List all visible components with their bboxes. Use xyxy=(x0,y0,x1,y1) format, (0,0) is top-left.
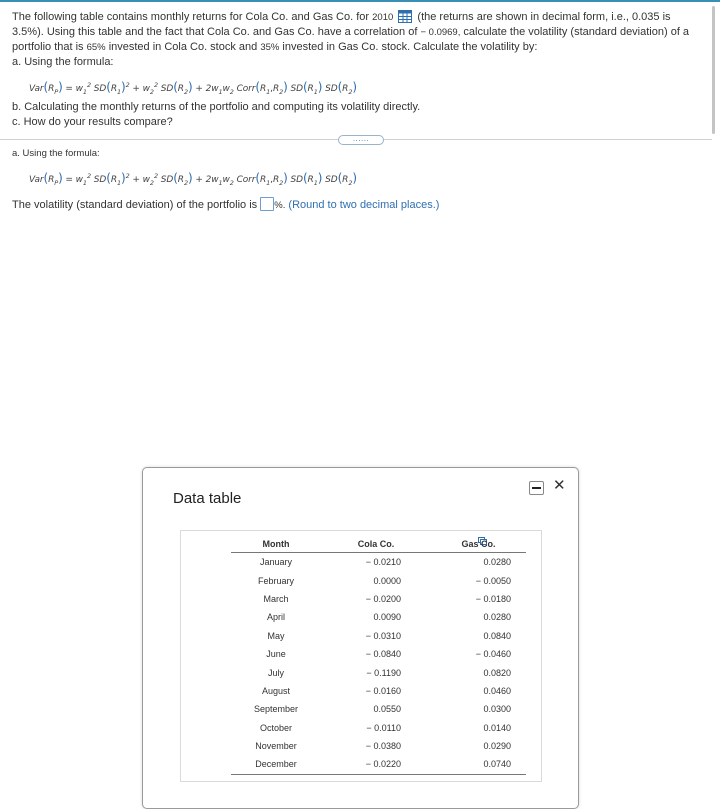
percent-unit: %. xyxy=(274,199,286,211)
table-header-row xyxy=(231,536,526,553)
cell-month: August xyxy=(261,685,291,696)
scrollbar[interactable] xyxy=(712,6,715,134)
part-c-label: c. How do your results compare? xyxy=(12,115,173,128)
answer-section xyxy=(12,148,704,211)
top-accent-bar xyxy=(0,0,720,2)
data-table-frame xyxy=(180,530,542,782)
cell-gas-return: − 0.0180 xyxy=(475,593,511,604)
column-header-cola: Cola Co. xyxy=(321,536,431,553)
returns-table xyxy=(231,536,526,775)
question-text xyxy=(12,10,704,130)
cell-gas-return: 0.0280 xyxy=(483,557,511,568)
cell-cola-return: − 0.0840 xyxy=(365,649,401,660)
table-grid-icon[interactable] xyxy=(398,10,412,23)
table-row xyxy=(231,682,526,700)
cell-month: January xyxy=(259,557,293,568)
cell-cola-return: 0.0000 xyxy=(373,575,401,586)
cell-cola-return: 0.0090 xyxy=(373,612,401,623)
table-row xyxy=(231,737,526,755)
cell-cola-return: − 0.1190 xyxy=(366,667,401,678)
table-row xyxy=(231,755,526,774)
cell-month: December xyxy=(231,755,321,774)
cell-month: May xyxy=(267,630,285,641)
cell-gas-return: 0.0280 xyxy=(483,612,511,623)
cell-month: March xyxy=(263,593,289,604)
answer-prompt: The volatility (standard deviation) of the portfolio is xyxy=(12,198,258,211)
intro-text-4: invested in Cola Co. stock and xyxy=(108,41,258,53)
part-b-label: b. Calculating the monthly returns of the portfolio and computing its volatility directly. xyxy=(12,100,421,113)
intro-text: The following table contains monthly returns for Cola Co. and Gas Co. for xyxy=(12,11,370,23)
table-row xyxy=(231,553,526,572)
table-row xyxy=(231,645,526,663)
table-row xyxy=(231,719,526,737)
cell-cola-return: − 0.0310 xyxy=(365,630,401,641)
cell-month: June xyxy=(266,649,286,660)
answer-formula: $Var(R_P) = w_1^2$ $SD(R_1)^2 + w_2^2$ $SD(R_2) + 2w_1w_2$ $Corr(R_1,R_2)$ $SD(R_1)$ $SD(R_2)$ xyxy=(29,171,357,187)
table-row xyxy=(231,627,526,645)
weight-cola-value: 65% xyxy=(86,42,106,53)
cell-gas-return: 0.0140 xyxy=(483,722,511,733)
portfolio-variance-formula: $Var(R_P) = w_1^2$ $SD(R_1)^2 + w_2^2$ $SD(R_2) + 2w_1w_2$ $Corr(R_1,R_2)$ $SD(R_1)$ $SD(R_2)$ xyxy=(29,80,357,96)
table-row xyxy=(231,608,526,626)
cell-gas-return: 0.0820 xyxy=(483,667,511,678)
table-row xyxy=(231,571,526,589)
table-row xyxy=(231,590,526,608)
expand-button[interactable]: ...... xyxy=(338,135,384,145)
cell-month: April xyxy=(266,612,285,623)
table-row xyxy=(231,663,526,681)
cell-gas-return: − 0.0050 xyxy=(475,575,511,586)
weight-gas-value: 35% xyxy=(260,42,280,53)
cell-cola-return: − 0.0200 xyxy=(365,593,401,604)
intro-text-3: calculate the volatility (standard deviation) of a portfolio that is xyxy=(12,26,690,53)
year-value: 2010 xyxy=(372,12,394,23)
intro-text-2: (the returns are shown in decimal form, i.e., 0.035 is 3.5%). Using this table and the fact that Cola Co. and Gas Co. have a correlation of xyxy=(12,11,671,38)
dialog-title: Data table xyxy=(173,490,242,507)
minimize-icon[interactable] xyxy=(529,481,544,495)
correlation-value: − 0.0969, xyxy=(420,27,461,38)
table-body xyxy=(231,553,526,775)
part-a-label: a. Using the formula: xyxy=(12,56,114,68)
cell-cola-return: 0.0550 xyxy=(373,704,401,715)
close-icon[interactable]: ✕ xyxy=(553,477,566,494)
rounding-hint: (Round to two decimal places.) xyxy=(288,198,440,211)
cell-gas-return: 0.0290 xyxy=(483,741,511,752)
cell-month: July xyxy=(267,667,284,678)
cell-cola-return: − 0.0110 xyxy=(366,722,401,733)
cell-month: October xyxy=(259,722,292,733)
cell-gas-return: − 0.0460 xyxy=(475,649,511,660)
cell-cola-return: − 0.0220 xyxy=(321,755,431,774)
cell-cola-return: − 0.0160 xyxy=(365,685,401,696)
cell-cola-return: − 0.0210 xyxy=(365,557,401,568)
cell-cola-return: − 0.0380 xyxy=(365,741,401,752)
table-row xyxy=(231,700,526,718)
cell-gas-return: 0.0840 xyxy=(483,630,511,641)
column-header-gas: Gas Co. xyxy=(431,536,526,553)
intro-text-5: invested in Gas Co. stock. Calculate the volatility by: xyxy=(282,41,538,53)
answer-line xyxy=(12,197,704,211)
volatility-answer-input[interactable] xyxy=(260,197,274,211)
cell-month: November xyxy=(255,741,297,752)
answer-heading: a. Using the formula: xyxy=(12,148,100,159)
cell-month: September xyxy=(253,704,299,715)
column-header-month: Month xyxy=(231,536,321,553)
cell-month: February xyxy=(257,575,294,586)
cell-gas-return: 0.0300 xyxy=(483,704,511,715)
cell-gas-return: 0.0460 xyxy=(483,685,511,696)
data-table-dialog xyxy=(142,467,579,809)
cell-gas-return: 0.0740 xyxy=(431,755,526,774)
